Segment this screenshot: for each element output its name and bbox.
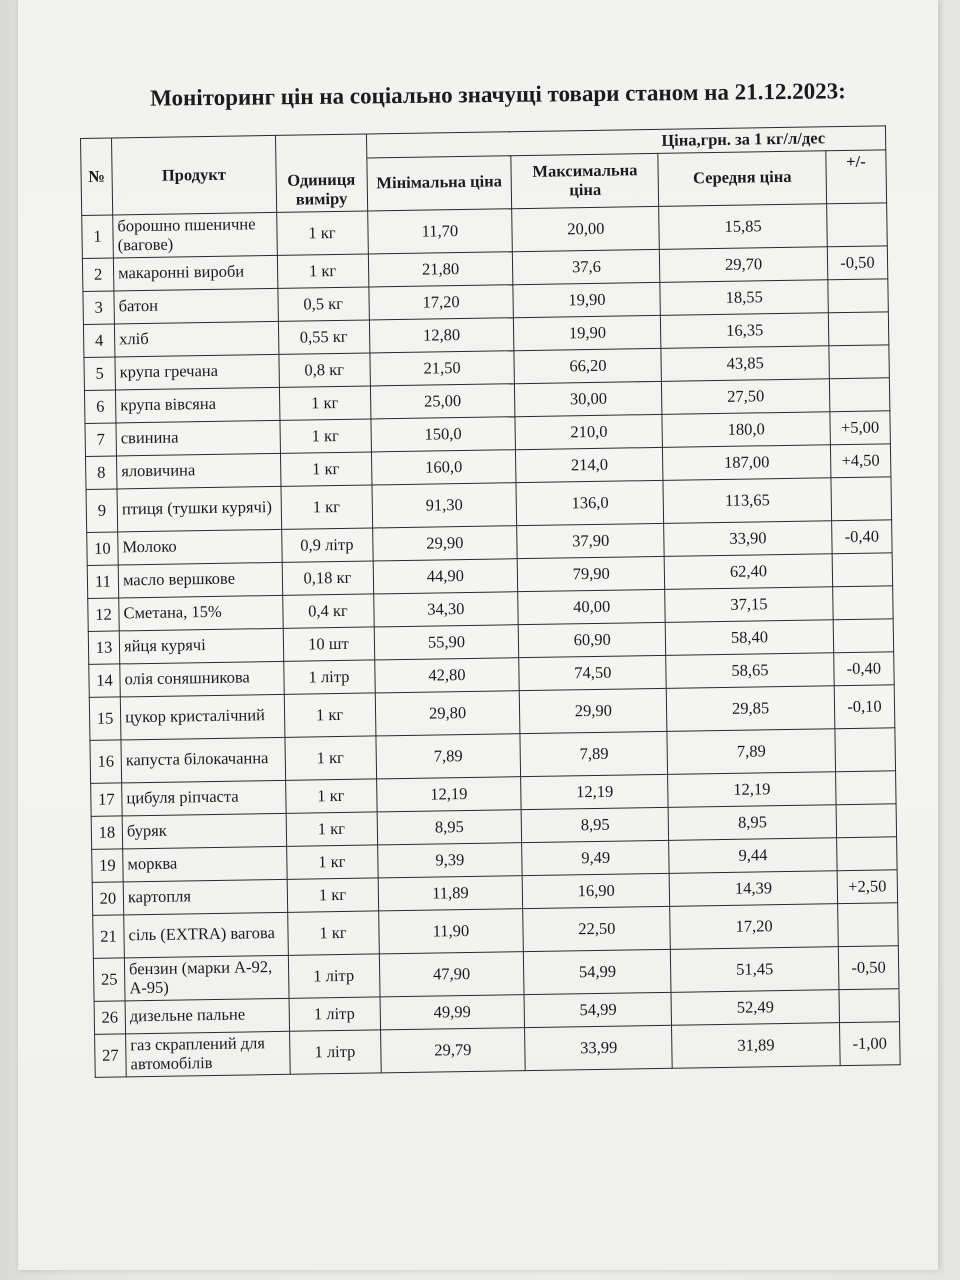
unit-of-measure: 1 літр <box>283 660 375 694</box>
avg-price: 33,90 <box>664 521 832 557</box>
product-name: хліб <box>114 321 278 357</box>
row-number: 13 <box>88 631 120 664</box>
min-price: 11,90 <box>378 909 524 954</box>
product-name: капуста білокачанна <box>121 737 285 783</box>
price-change <box>836 804 897 838</box>
min-price: 34,30 <box>373 592 518 627</box>
min-price: 55,90 <box>374 625 519 660</box>
max-price: 19,90 <box>514 315 661 350</box>
price-change <box>833 619 894 653</box>
unit-of-measure: 1 літр <box>289 997 381 1031</box>
unit-of-measure: 1 кг <box>286 812 378 846</box>
max-price: 66,20 <box>514 348 661 383</box>
unit-of-measure: 1 кг <box>287 911 379 955</box>
max-price: 29,90 <box>520 688 668 733</box>
product-name: Молоко <box>118 529 282 565</box>
min-price: 9,39 <box>377 843 522 878</box>
unit-of-measure: 0,18 кг <box>282 561 374 595</box>
row-number: 3 <box>83 291 115 324</box>
row-number: 14 <box>89 664 121 697</box>
avg-price: 51,45 <box>671 947 839 993</box>
avg-price: 37,15 <box>665 587 833 623</box>
row-number: 19 <box>92 849 124 882</box>
header-num: № <box>81 138 113 215</box>
product-name: крупа гречана <box>115 354 279 390</box>
max-price: 54,99 <box>524 949 672 994</box>
price-change <box>828 279 889 313</box>
avg-price: 27,50 <box>662 379 830 415</box>
max-price: 33,99 <box>525 1025 673 1070</box>
min-price: 12,80 <box>369 318 514 353</box>
max-price: 136,0 <box>516 480 664 525</box>
document-page <box>18 0 938 1270</box>
price-change: -0,50 <box>827 246 888 280</box>
price-change: +5,00 <box>830 411 891 445</box>
avg-price: 29,85 <box>667 686 835 732</box>
max-price: 8,95 <box>521 807 668 842</box>
price-change <box>831 477 892 521</box>
max-price: 22,50 <box>523 906 671 951</box>
min-price: 150,0 <box>370 417 515 452</box>
avg-price: 31,89 <box>672 1023 840 1069</box>
price-change: -0,50 <box>838 946 899 990</box>
product-name: морква <box>123 846 287 882</box>
max-price: 210,0 <box>515 414 662 449</box>
min-price: 44,90 <box>373 559 518 594</box>
price-change <box>835 728 896 772</box>
product-name: макаронні вироби <box>113 255 277 291</box>
min-price: 7,89 <box>375 734 521 779</box>
avg-price: 187,00 <box>663 445 831 481</box>
product-name: буряк <box>122 813 286 849</box>
price-table-body <box>82 203 900 1078</box>
row-number: 5 <box>84 357 116 390</box>
product-name: олія соняшникова <box>120 661 284 697</box>
unit-of-measure: 1 кг <box>286 845 378 879</box>
min-price: 29,90 <box>372 526 517 561</box>
product-name: борошно пшеничне (вагове) <box>113 212 277 258</box>
product-name: батон <box>114 288 278 324</box>
min-price: 29,79 <box>380 1028 526 1073</box>
product-name: яловичина <box>117 453 281 489</box>
product-name: бензин (марки А-92, А-95) <box>124 955 288 1001</box>
product-name: цукор кристалічний <box>120 694 284 740</box>
max-price: 74,50 <box>519 655 666 690</box>
avg-price: 12,19 <box>668 772 836 808</box>
product-name: свинина <box>116 420 280 456</box>
product-name: яйця курячі <box>119 628 283 664</box>
price-change <box>838 903 899 947</box>
avg-price: 14,39 <box>669 871 837 907</box>
min-price: 17,20 <box>368 285 513 320</box>
unit-of-measure: 0,5 кг <box>277 287 369 321</box>
header-diff: +/- <box>826 150 887 204</box>
min-price: 91,30 <box>372 483 518 528</box>
price-change <box>828 312 889 346</box>
row-number: 21 <box>93 915 125 958</box>
price-change <box>832 553 893 587</box>
avg-price: 17,20 <box>670 904 838 950</box>
min-price: 21,80 <box>368 252 513 287</box>
min-price: 21,50 <box>369 351 514 386</box>
price-change: +2,50 <box>837 870 898 904</box>
avg-price: 7,89 <box>667 729 835 775</box>
product-name: масло вершкове <box>118 562 282 598</box>
unit-of-measure: 1 кг <box>279 386 371 420</box>
document-title: Моніторинг цін на соціально значущі товари станом на 21.12.2023: <box>150 78 846 111</box>
min-price: 8,95 <box>377 810 522 845</box>
header-min: Мінімальна ціна <box>366 156 512 211</box>
min-price: 29,80 <box>375 691 521 736</box>
row-number: 12 <box>88 598 120 631</box>
unit-of-measure: 1 кг <box>284 736 376 780</box>
avg-price: 58,65 <box>666 653 834 689</box>
row-number: 6 <box>84 390 116 423</box>
max-price: 214,0 <box>516 447 663 482</box>
unit-of-measure: 0,8 кг <box>278 353 370 387</box>
price-table <box>80 125 901 1078</box>
min-price: 49,99 <box>380 995 525 1030</box>
row-number: 2 <box>82 258 114 291</box>
row-number: 25 <box>93 958 125 1001</box>
unit-of-measure: 1 кг <box>277 254 369 288</box>
max-price: 37,90 <box>517 523 664 558</box>
row-number: 17 <box>91 783 123 816</box>
avg-price: 180,0 <box>662 412 830 448</box>
price-change: -1,00 <box>839 1022 900 1066</box>
max-price: 40,00 <box>518 589 665 624</box>
min-price: 42,80 <box>374 658 519 693</box>
row-number: 10 <box>87 532 119 565</box>
unit-of-measure: 1 літр <box>288 954 380 998</box>
max-price: 19,90 <box>513 282 660 317</box>
unit-of-measure: 0,4 кг <box>282 594 374 628</box>
row-number: 20 <box>92 882 124 915</box>
avg-price: 62,40 <box>664 554 832 590</box>
unit-of-measure: 0,55 кг <box>278 320 370 354</box>
header-unit: Одиниця виміру <box>275 134 367 212</box>
row-number: 27 <box>95 1034 127 1077</box>
avg-price: 29,70 <box>660 247 828 283</box>
product-name: картопля <box>123 879 287 915</box>
product-name: сіль (EXTRA) вагова <box>124 912 288 958</box>
product-name: Сметана, 15% <box>119 595 283 631</box>
min-price: 47,90 <box>379 952 525 997</box>
unit-of-measure: 1 кг <box>276 211 368 255</box>
avg-price: 43,85 <box>661 346 829 382</box>
max-price: 12,19 <box>521 774 668 809</box>
price-change <box>827 203 888 247</box>
row-number: 4 <box>83 324 115 357</box>
max-price: 54,99 <box>524 992 671 1027</box>
unit-of-measure: 0,9 літр <box>281 528 373 562</box>
unit-of-measure: 10 шт <box>283 627 375 661</box>
header-price-group: Ціна,грн. за 1 кг/л/дес <box>366 126 886 158</box>
row-number: 11 <box>87 565 119 598</box>
row-number: 16 <box>90 740 122 783</box>
header-max: Максимальна ціна <box>511 153 659 208</box>
max-price: 79,90 <box>518 556 665 591</box>
price-table-wrapper <box>80 125 919 1078</box>
avg-price: 16,35 <box>661 313 829 349</box>
avg-price: 9,44 <box>669 838 837 874</box>
product-name: птиця (тушки курячі) <box>117 486 281 532</box>
row-number: 9 <box>86 489 118 532</box>
avg-price: 113,65 <box>663 478 831 524</box>
price-change <box>836 837 897 871</box>
unit-of-measure: 1 кг <box>279 419 371 453</box>
row-number: 8 <box>86 456 118 489</box>
price-change: -0,40 <box>834 652 895 686</box>
price-change <box>839 989 900 1023</box>
header-product: Продукт <box>112 135 277 215</box>
header-avg: Середня ціна <box>658 151 826 207</box>
price-change <box>829 378 890 412</box>
avg-price: 8,95 <box>668 805 836 841</box>
avg-price: 58,40 <box>665 620 833 656</box>
min-price: 11,70 <box>367 209 513 254</box>
row-number: 15 <box>89 697 121 740</box>
unit-of-measure: 1 літр <box>289 1030 381 1074</box>
price-change <box>829 345 890 379</box>
row-number: 26 <box>94 1001 126 1034</box>
product-name: дизельне пальне <box>125 998 289 1034</box>
min-price: 160,0 <box>371 450 516 485</box>
max-price: 60,90 <box>519 622 666 657</box>
min-price: 12,19 <box>376 777 521 812</box>
avg-price: 52,49 <box>671 990 839 1026</box>
price-change: +4,50 <box>830 444 891 478</box>
max-price: 30,00 <box>515 381 662 416</box>
unit-of-measure: 1 кг <box>284 693 376 737</box>
price-change: -0,40 <box>832 520 893 554</box>
max-price: 7,89 <box>520 731 668 776</box>
row-number: 1 <box>82 215 114 258</box>
product-name: цибуля ріпчаста <box>122 780 286 816</box>
max-price: 16,90 <box>523 873 670 908</box>
product-name: крупа вівсяна <box>115 387 279 423</box>
row-number: 7 <box>85 423 117 456</box>
unit-of-measure: 1 кг <box>285 779 377 813</box>
price-change: -0,10 <box>834 685 895 729</box>
unit-of-measure: 1 кг <box>280 452 372 486</box>
row-number: 18 <box>91 816 123 849</box>
product-name: газ скраплений для автомобілів <box>126 1031 290 1077</box>
max-price: 9,49 <box>522 840 669 875</box>
max-price: 37,6 <box>513 249 660 284</box>
price-change <box>835 771 896 805</box>
max-price: 20,00 <box>512 206 660 251</box>
min-price: 11,89 <box>378 876 523 911</box>
avg-price: 18,55 <box>660 280 828 316</box>
price-change <box>833 586 894 620</box>
unit-of-measure: 1 кг <box>280 485 372 529</box>
min-price: 25,00 <box>370 384 515 419</box>
avg-price: 15,85 <box>659 204 827 250</box>
unit-of-measure: 1 кг <box>287 878 379 912</box>
